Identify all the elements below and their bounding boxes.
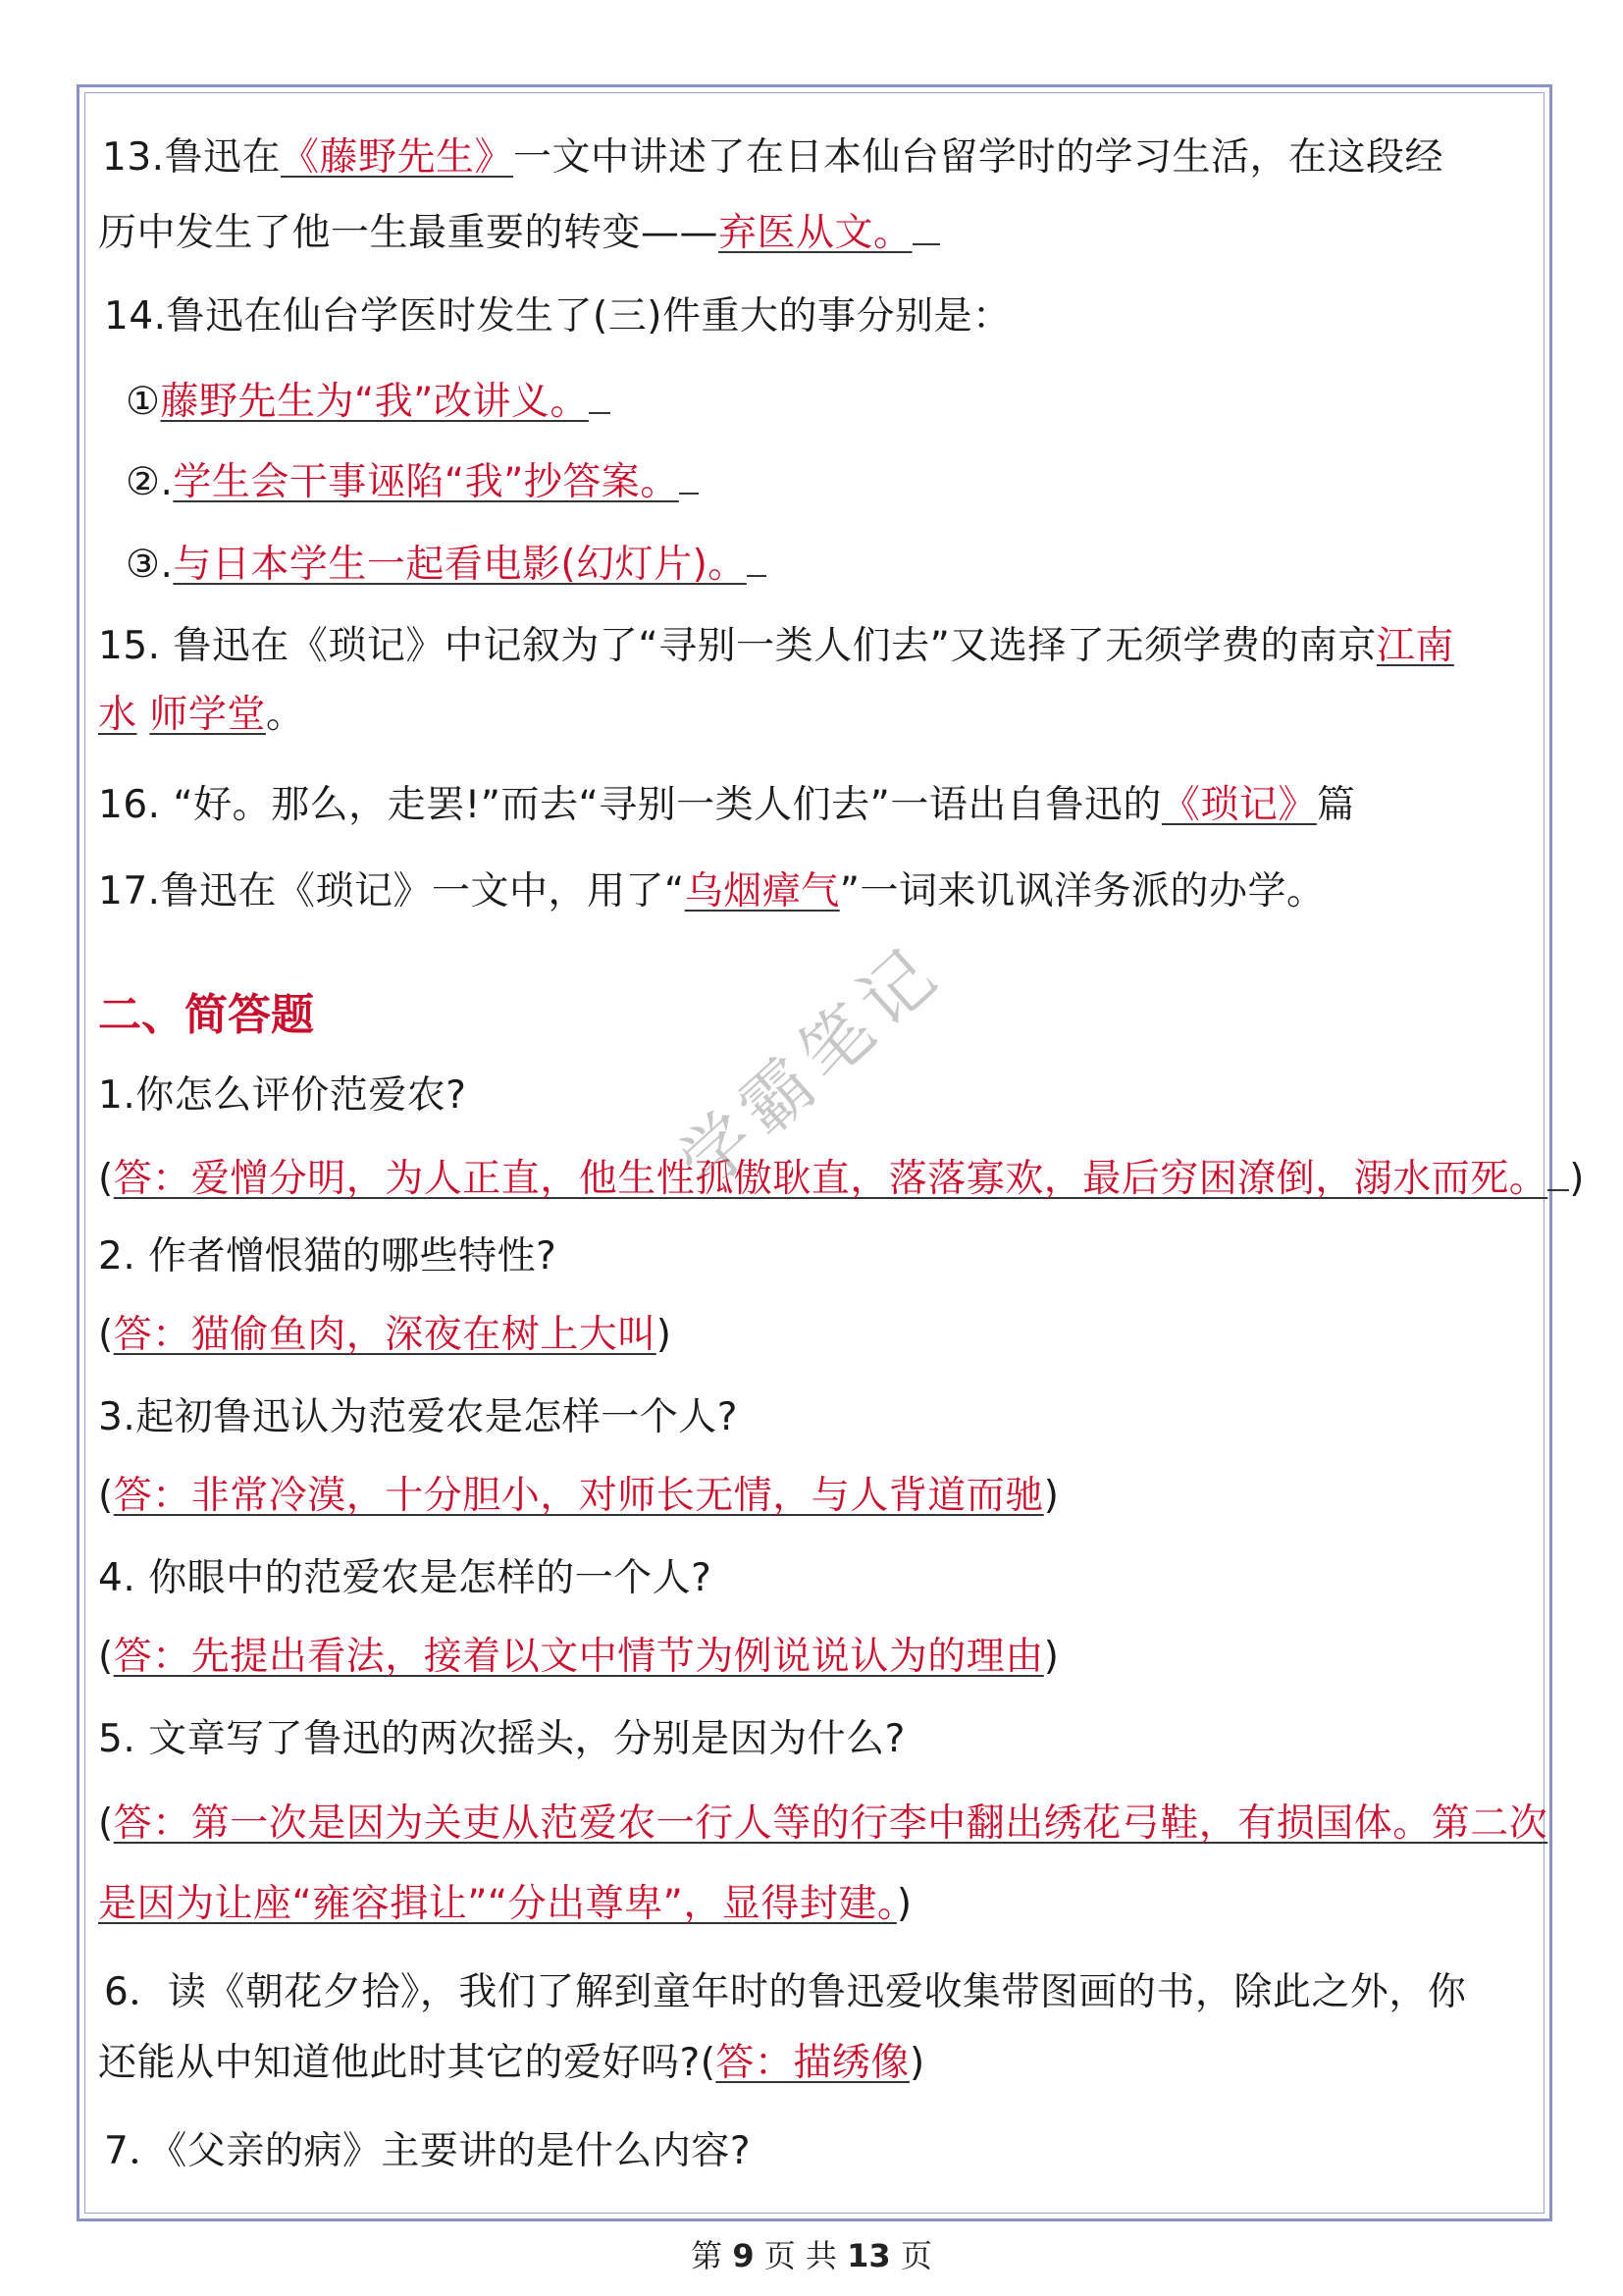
sa-q6-line-1: 6．读《朝花夕拾》，我们了解到童年时的鲁迅爱收集带图画的书，除此之外，你 (104, 1970, 1467, 2014)
sa-q5-question: 5. 文章写了鲁迅的两次摇头，分别是因为什么? (98, 1717, 906, 1761)
q13-line-1: 13.鲁迅在《藤野先生》一文中讲述了在日本仙台留学时的学习生活，在这段经 (102, 135, 1444, 180)
sa-q1-question: 1.你怎么评价范爱农? (98, 1073, 467, 1118)
q13-line-2: 历中发生了他一生最重要的转变——弃医从文。 (98, 204, 940, 258)
sa-q2-question: 2. 作者憎恨猫的哪些特性? (98, 1234, 557, 1278)
watermark: 学霸笔记 (662, 927, 958, 1205)
q15-line-1: 15. 鲁迅在《琐记》中记叙为了“寻别一类人们去”又选择了无须学费的南京江南 (98, 624, 1454, 668)
total-pages: 13 (847, 2237, 891, 2274)
sa-q4-answer: (答：先提出看法，接着以文中情节为例说说认为的理由) (98, 1635, 1060, 1679)
blank (913, 204, 940, 245)
sa-q4-question: 4. 你眼中的范爱农是怎样的一个人? (98, 1556, 712, 1600)
q17-answer: 乌烟瘴气 (684, 869, 840, 913)
q17-line: 17.鲁迅在《琐记》一文中，用了“乌烟瘴气”一词来讥讽洋务派的办学。 (98, 869, 1326, 913)
current-page: 9 (732, 2237, 755, 2274)
sa-q7-question: 7．《父亲的病》主要讲的是什么内容? (104, 2129, 752, 2173)
page-footer: 第 9 页 共 13 页 (691, 2237, 932, 2274)
sa-q5-answer-2: 是因为让座“雍容揖让”“分出尊卑”，显得封建。) (98, 1882, 913, 1926)
q13-answer-2: 弃医从文。 (718, 211, 913, 255)
q14-item-2: ②.学生会干事诬陷“我”抄答案。 (126, 453, 699, 507)
sa-q3-question: 3.起初鲁迅认为范爱农是怎样一个人? (98, 1395, 738, 1439)
sa-q5-answer-1: (答：第一次是因为关吏从范爱农一行人等的行李中翻出绣花弓鞋，有损国体。第二次 (98, 1801, 1548, 1846)
q14-question: 14.鲁迅在仙台学医时发生了(三)件重大的事分别是： (104, 294, 1012, 339)
section-title: 二、简答题 (98, 990, 314, 1040)
q15-line-2: 水 师学堂。 (98, 693, 305, 737)
sa-q3-answer: (答：非常冷漠，十分胆小，对师长无情，与人背道而驰) (98, 1474, 1060, 1518)
q14-item-3: ③.与日本学生一起看电影(幻灯片)。 (126, 536, 766, 590)
sa-q2-answer: (答：猫偷鱼肉，深夜在树上大叫) (98, 1313, 672, 1357)
q13-answer: 《藤野先生》 (281, 135, 514, 180)
q16-answer: 《琐记》 (1161, 783, 1317, 827)
q14-item-1: ①藤野先生为“我”改讲义。 (126, 373, 610, 427)
q15-answer: 江南 (1376, 624, 1454, 668)
q16-line: 16. “好。那么，走罢!”而去“寻别一类人们去”一语出自鲁迅的《琐记》篇 (98, 783, 1356, 827)
sa-q6-line-2: 还能从中知道他此时其它的爱好吗?(答：描绣像) (98, 2041, 925, 2085)
sa-q1-answer: (答：爱憎分明，为人正直，他生性孤傲耿直，落落寡欢，最后穷困潦倒，溺水而死。 ) (98, 1150, 1585, 1204)
